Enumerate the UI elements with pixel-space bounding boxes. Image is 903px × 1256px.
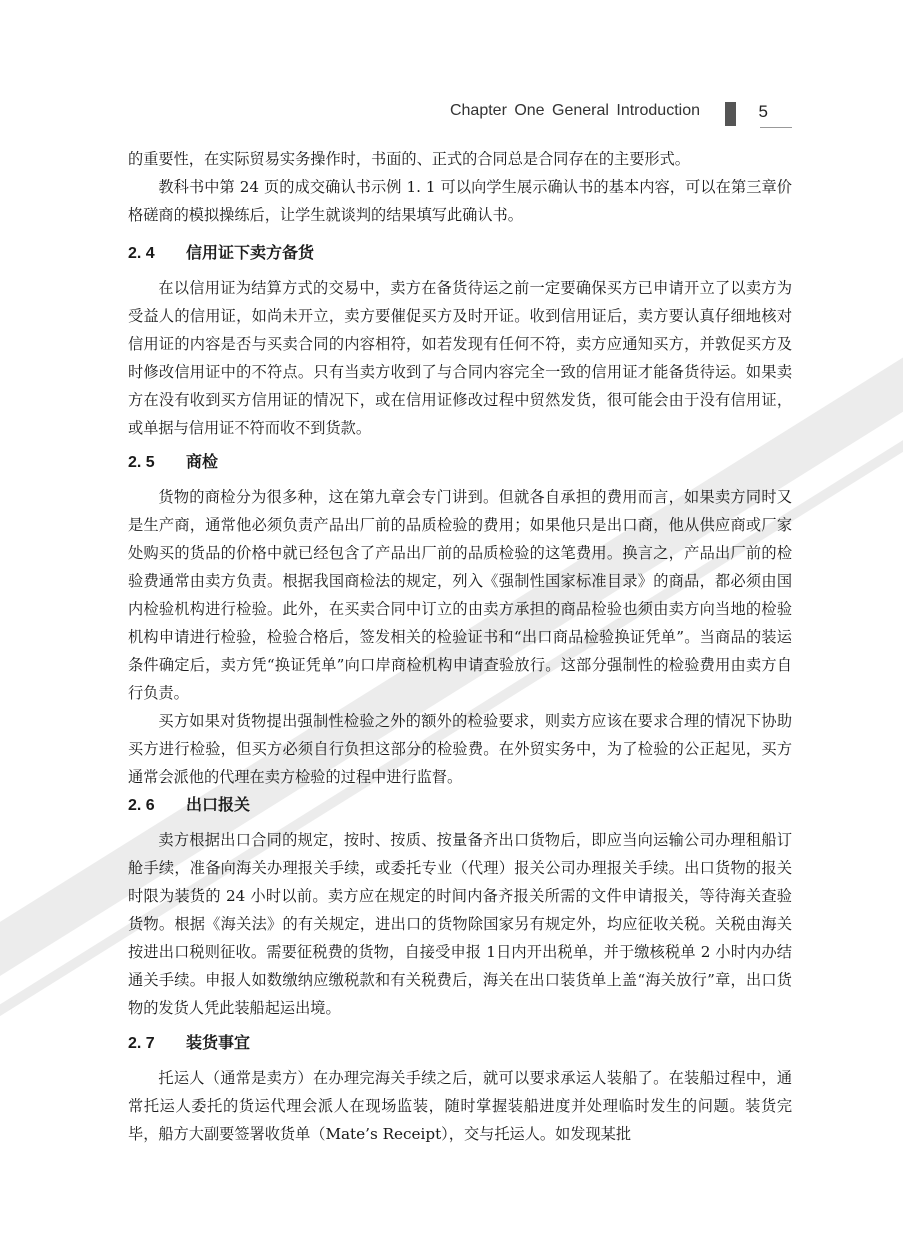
section-title: 商检	[186, 452, 219, 471]
section-heading-2-5	[128, 449, 218, 472]
section-heading-2-4	[128, 240, 314, 263]
body-paragraph: 托运人（通常是卖方）在办理完海关手续之后，就可以要求承运人装船了。在装船过程中，通常托运人委托的货运代理会派人在现场监装，随时掌握装船进度并处理临时发生的问题。装货完毕，船方大副要签署收货单（Mate’s Receipt），交与托运人。如发现某批	[128, 1069, 792, 1143]
section-title: 装货事宜	[186, 1033, 251, 1052]
header-bar-mark	[725, 102, 736, 126]
body-paragraph: 货物的商检分为很多种，这在第九章会专门讲到。但就各自承担的费用而言，如果卖方同时又是生产商，通常他必须负责产品出厂前的品质检验的费用；如果他只是出口商，他从供应商或厂家处购买的货品的价格中就已经包含了产品出厂前的品质检验的这笔费用。换言之，产品出厂前的检验费通常由卖方负责。根据我国商检法的规定，列入《强制性国家标准目录》的商品，都必须由国内检验机构进行检验。此外，在买卖合同中订立的由卖方承担的商品检验也须由卖方向当地的检验机构申请进行检验，检验合格后，签发相关的检验证书和“出口商品检验换证凭单”。当商品的装运条件确定后，卖方凭“换证凭单”向口岸商检机构申请查验放行。这部分强制性的检验费用由卖方自行负责。	[128, 488, 792, 702]
section-body-2-7	[128, 1064, 792, 1148]
section-number: 2. 7	[128, 1035, 155, 1052]
section-number: 2. 5	[128, 454, 155, 471]
body-paragraph: 在以信用证为结算方式的交易中，卖方在备货待运之前一定要确保买方已申请开立了以卖方为受益人的信用证，如尚未开立，卖方要催促买方及时开证。收到信用证后，卖方要认真仔细地核对信用证的内容是否与买卖合同的内容相符，如若发现有任何不符，卖方应通知买方，并敦促买方及时修改信用证中的不符点。只有当卖方收到了与合同内容完全一致的信用证才能备货待运。如果卖方在没有收到买方信用证的情况下，或在信用证修改过程中贸然发货，很可能会由于没有信用证，或单据与信用证不符而收不到货款。	[128, 279, 792, 437]
section-number: 2. 6	[128, 797, 155, 814]
section-heading-2-6	[128, 792, 250, 815]
intro-paragraph-continued: 的重要性，在实际贸易实务操作时，书面的、正式的合同总是合同存在的主要形式。	[128, 150, 690, 168]
header-rule	[760, 127, 792, 128]
section-body-2-6	[128, 826, 792, 1022]
section-heading-2-7	[128, 1030, 250, 1053]
section-number: 2. 4	[128, 245, 155, 262]
body-paragraph: 卖方根据出口合同的规定，按时、按质、按量备齐出口货物后，即应当向运输公司办理租船订舱手续，准备向海关办理报关手续，或委托专业（代理）报关公司办理报关手续。出口货物的报关时限为装货的 24 小时以前。卖方应在规定的时间内备齐报关所需的文件申请报关，等待海关查验货物。根据《海关法》的有关规定，进出口的货物除国家另有规定外，均应征收关税。关税由海关按进出口税则征收。需要征税费的货物，自接受申报 1日内开出税单，并于缴核税单 2 小时内办结通关手续。申报人如数缴纳应缴税款和有关税费后，海关在出口装货单上盖“海关放行”章，出口货物的发货人凭此装船起运出境。	[128, 831, 792, 1017]
section-body-2-4	[128, 274, 792, 442]
intro-paragraph: 教科书中第 24 页的成交确认书示例 1. 1 可以向学生展示确认书的基本内容，可以在第三章价格磋商的模拟操练后，让学生就谈判的结果填写此确认书。	[128, 178, 792, 224]
running-header	[400, 102, 792, 126]
section-body-2-5	[128, 483, 792, 791]
page-number: 5	[758, 102, 768, 121]
section-title: 信用证下卖方备货	[186, 243, 315, 262]
intro-block	[128, 145, 792, 229]
section-title: 出口报关	[186, 795, 251, 814]
body-paragraph: 买方如果对货物提出强制性检验之外的额外的检验要求，则卖方应该在要求合理的情况下协助买方进行检验，但买方必须自行负担这部分的检验费。在外贸实务中，为了检验的公正起见，买方通常会派他的代理在卖方检验的过程中进行监督。	[128, 712, 792, 786]
chapter-running-title: Chapter One General Introduction	[449, 102, 700, 119]
